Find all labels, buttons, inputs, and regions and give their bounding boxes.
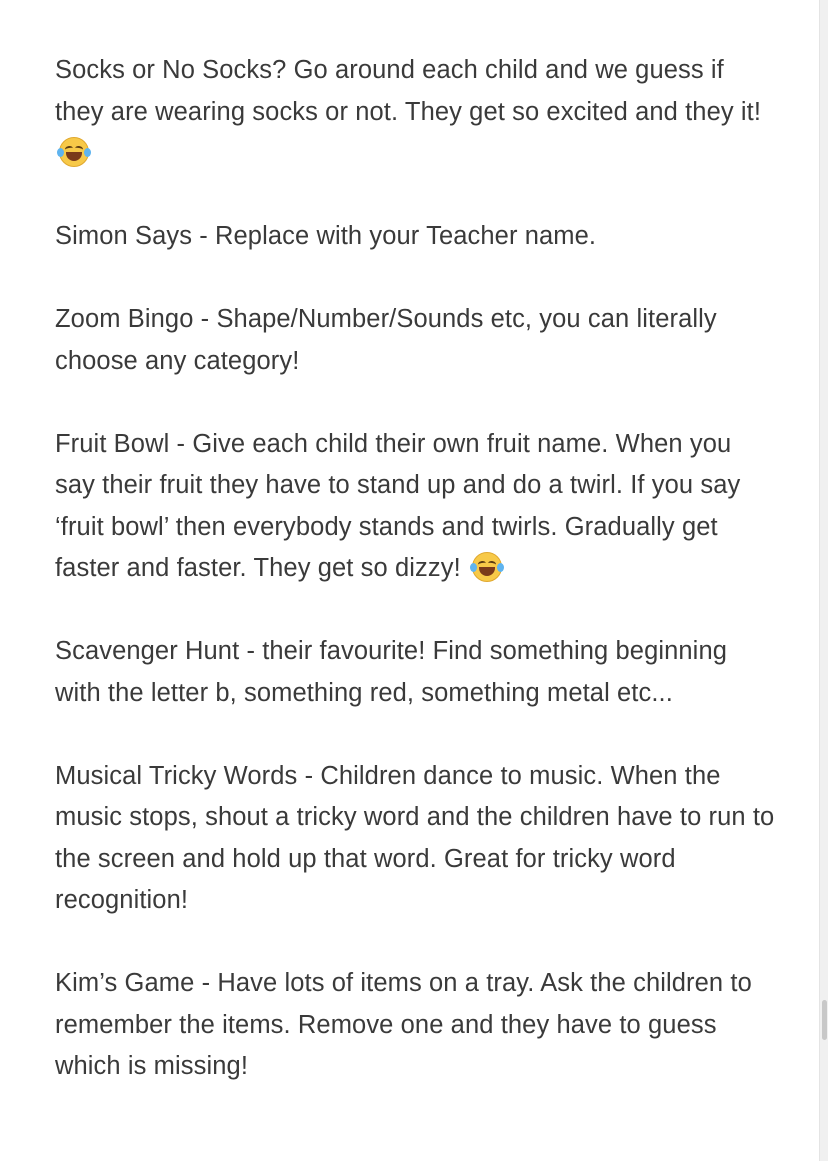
paragraph-text: Musical Tricky Words - Children dance to music. When the music stops, shout a tricky word and the children have to run to the screen and hold up that word. Great for tricky word recognition! — [55, 761, 775, 914]
paragraph-text: Simon Says - Replace with your Teacher name. — [55, 222, 597, 250]
scrollbar-thumb[interactable] — [822, 1000, 827, 1040]
vertical-scrollbar[interactable] — [819, 0, 828, 1161]
paragraph-text: Socks or No Socks? Go around each child and we guess if they are wearing socks or not. They get so excited and they it! — [55, 56, 762, 126]
paragraph-text: Zoom Bingo - Shape/Number/Sounds etc, you can literally choose any category! — [55, 305, 717, 375]
paragraph-text: Fruit Bowl - Give each child their own fruit name. When you say their fruit they have to stand up and do a twirl. If you say ‘fruit bowl’ then everybody stands and twirls. Gradually get faster and faster. They get so dizzy! — [55, 429, 741, 582]
paragraph-text: Scavenger Hunt - their favourite! Find something beginning with the letter b, something red, something metal etc... — [55, 637, 728, 707]
paragraph-zoom-bingo — [55, 299, 775, 382]
paragraph-simon-says — [55, 216, 775, 258]
paragraph-scavenger-hunt — [55, 631, 775, 714]
paragraph-fruit-bowl — [55, 424, 775, 590]
face-with-tears-of-joy-icon — [59, 137, 89, 167]
paragraph-kims-game — [55, 963, 775, 1088]
paragraph-text: Kim’s Game - Have lots of items on a tray. Ask the children to remember the items. Remove one and they have to guess which is missing! — [55, 969, 752, 1080]
face-with-tears-of-joy-icon — [472, 552, 502, 582]
paragraph-socks — [55, 50, 775, 175]
paragraph-musical-tricky-words — [55, 756, 775, 922]
